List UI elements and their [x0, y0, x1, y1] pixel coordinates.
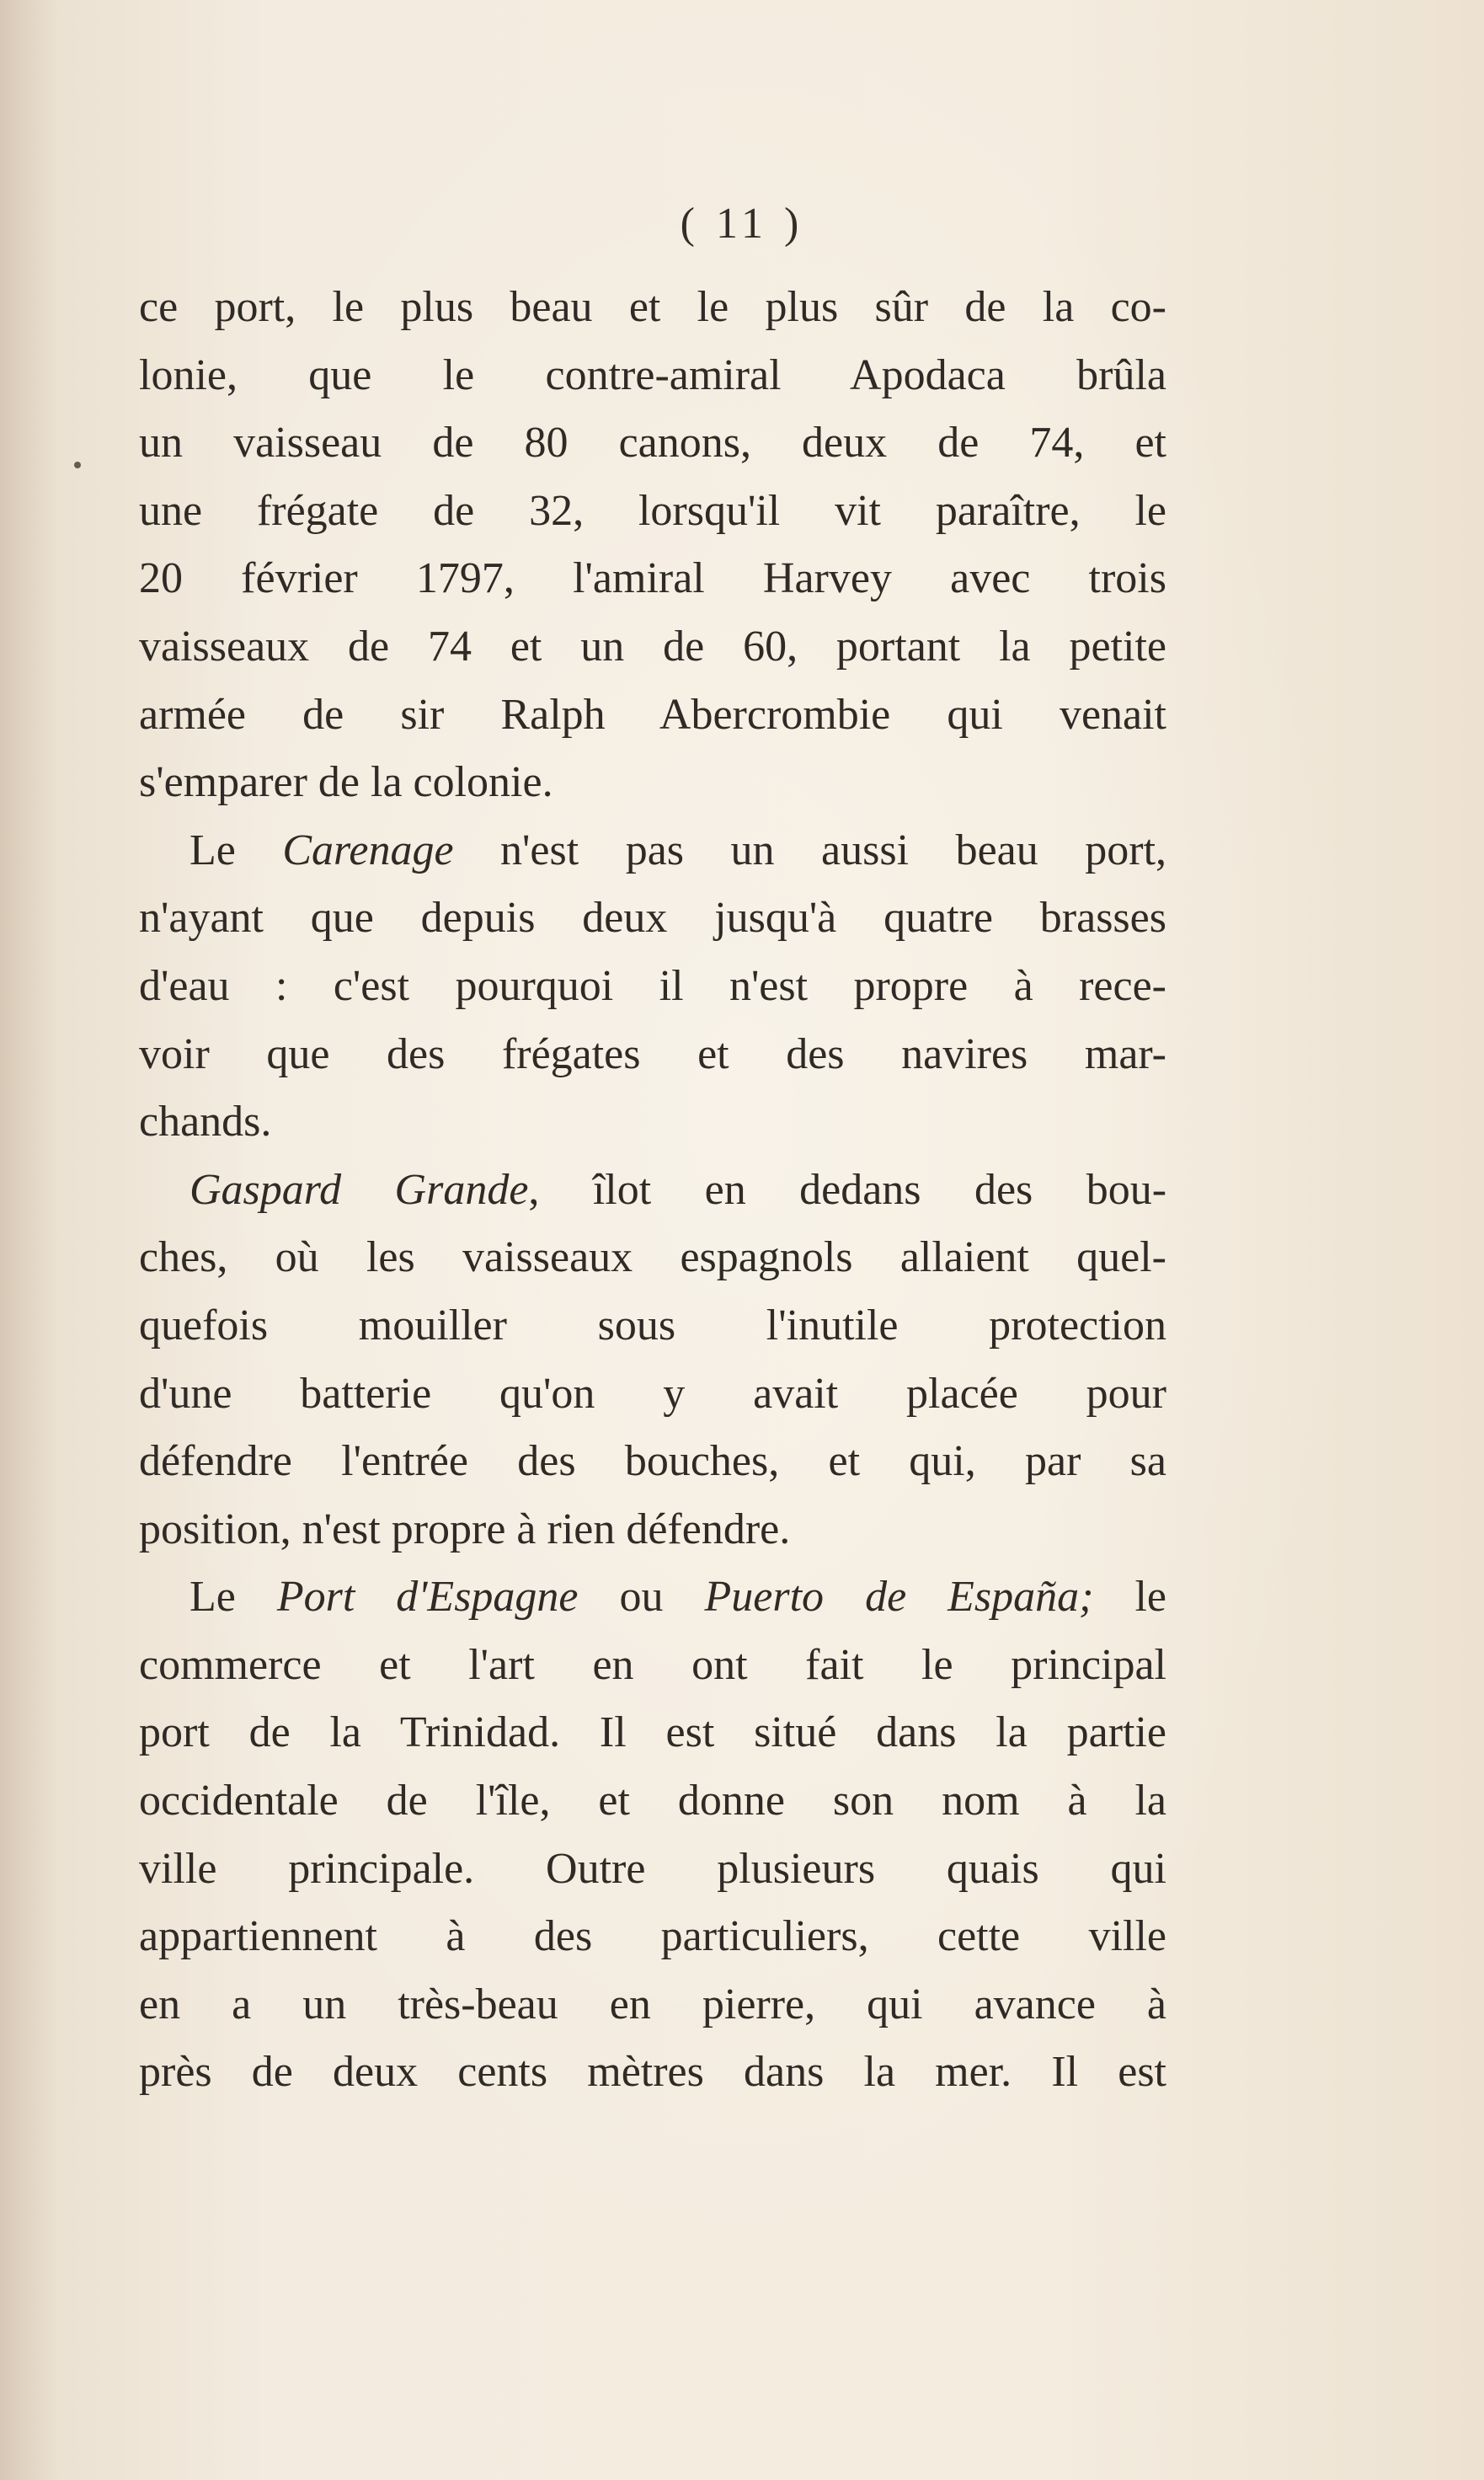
- text-line: une frégate de 32, lorsqu'il vit paraître, le: [139, 486, 1166, 535]
- text-line: d'eau : c'est pourquoi il n'est propre à rece-: [139, 961, 1166, 1010]
- italic-term: Gaspard Grande: [190, 1165, 529, 1214]
- text-run: Le: [190, 1573, 277, 1622]
- text-line: près de deux cents mètres dans la mer. Il est: [139, 2048, 1166, 2097]
- paragraph-4: [139, 1563, 1166, 2107]
- text-run: le: [1093, 1573, 1167, 1622]
- text-line: [139, 1563, 1166, 1632]
- text-line: [139, 817, 1166, 885]
- italic-term: Port d'Espagne: [276, 1573, 579, 1622]
- text-run: n'est pas un aussi beau port,: [453, 826, 1167, 874]
- text-line: un vaisseau de 80 canons, deux de 74, et: [139, 419, 1166, 468]
- text-line: voir que des frégates et des navires mar-: [139, 1029, 1166, 1078]
- text-run: Le: [190, 826, 283, 874]
- text-line: occidentale de l'île, et donne son nom à la: [139, 1777, 1166, 1825]
- text-line: armée de sir Ralph Abercrombie qui venait: [139, 690, 1166, 739]
- text-line: vaisseaux de 74 et un de 60, portant la petite: [139, 622, 1166, 671]
- paragraph-2: [139, 817, 1166, 1157]
- text-line: chands.: [139, 1098, 272, 1146]
- text-line: quefois mouiller sous l'inutile protection: [139, 1301, 1166, 1350]
- text-line: appartiennent à des particuliers, cette ville: [139, 1912, 1166, 1961]
- italic-term: Puerto de España;: [704, 1573, 1094, 1622]
- text-line: s'emparer de la colonie.: [139, 758, 553, 807]
- text-line: ville principale. Outre plusieurs quais qui: [139, 1844, 1166, 1893]
- text-line: [139, 1157, 1166, 1225]
- text-line: commerce et l'art en ont fait le principal: [139, 1640, 1166, 1689]
- text-line: lonie, que le contre-amiral Apodaca brûla: [139, 350, 1166, 399]
- text-line: ches, où les vaisseaux espagnols allaient quel-: [139, 1233, 1166, 1282]
- text-line: d'une batterie qu'on y avait placée pour: [139, 1369, 1166, 1418]
- ink-speck: [74, 462, 81, 468]
- text-line: 20 février 1797, l'amiral Harvey avec trois: [139, 554, 1166, 603]
- paragraph-1: [139, 274, 1166, 817]
- text-run: ou: [578, 1573, 705, 1622]
- page-edge-shadow: [0, 0, 59, 2480]
- text-line: défendre l'entrée des bouches, et qui, par sa: [139, 1437, 1166, 1486]
- body-text: [139, 274, 1166, 2107]
- text-line: n'ayant que depuis deux jusqu'à quatre brasses: [139, 894, 1166, 943]
- text-line: en a un très-beau en pierre, qui avance à: [139, 1980, 1166, 2028]
- text-run: , îlot en dedans des bou-: [528, 1165, 1167, 1214]
- page-number: ( 11 ): [680, 200, 804, 248]
- text-line: port de la Trinidad. Il est situé dans la partie: [139, 1708, 1166, 1757]
- paragraph-3: [139, 1157, 1166, 1564]
- italic-term: Carenage: [282, 826, 454, 874]
- text-line: ce port, le plus beau et le plus sûr de la co-: [139, 283, 1166, 331]
- text-line: position, n'est propre à rien défendre.: [139, 1505, 791, 1553]
